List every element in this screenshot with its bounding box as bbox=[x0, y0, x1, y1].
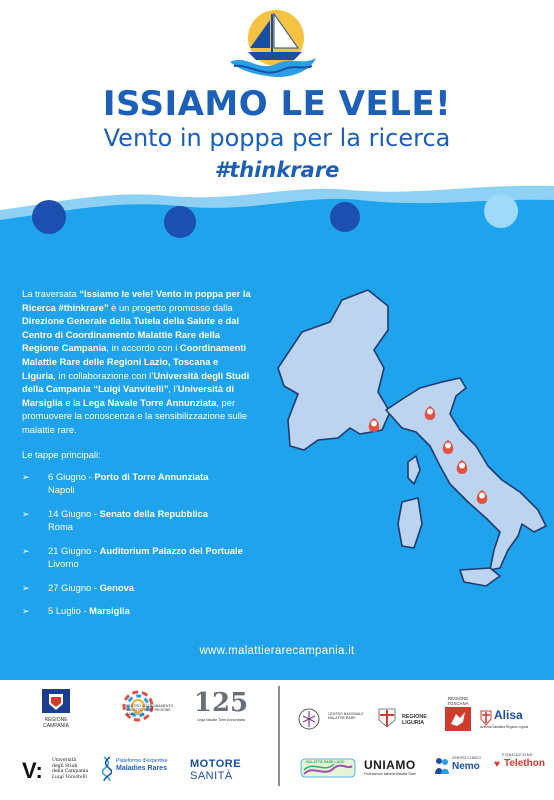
route-map bbox=[264, 270, 554, 600]
intro-paragraph: La traversata “Issiamo le vele! Vento in poppa per la Ricerca #thinkrare” è un progetto promosso dalla Direzione Generale della Tutela della Salute e dal Centro di Coordinamento Malattie Rare della Regione Campania, in accordo con i Coordinamenti Malattie Rare delle Regioni Lazio, Toscana e Liguria, in collaborazione con l’Università degli Studi della Campania “Luigi Vanvitelli”, l’Università di Marsiglia e la Lega Navale Torre Annunziata, per promuovere la conoscenza e la sensibilizzazione sulle malattie rare. bbox=[22, 288, 251, 435]
page-title: ISSIAMO LE VELE! bbox=[102, 84, 452, 124]
heart-icon: ♥ bbox=[494, 759, 500, 770]
dna-icon bbox=[102, 756, 112, 782]
alisa-crest-icon bbox=[480, 710, 492, 726]
website-link[interactable]: www.malattierarecampania.it bbox=[199, 645, 355, 657]
arrow-icon: ➢ bbox=[22, 583, 30, 593]
arrow-icon: ➢ bbox=[22, 606, 30, 616]
sailboat-logo bbox=[224, 8, 320, 82]
map-landmass bbox=[278, 290, 546, 586]
pegasus-flag-icon bbox=[444, 706, 472, 732]
logo-lega-navale: 125 Lega Navale Torre Annunziata bbox=[193, 688, 249, 722]
arrow-icon: ➢ bbox=[22, 546, 30, 556]
people-icon bbox=[434, 756, 450, 776]
logo-centro-coordinamento: CENTRO COORDINAMENTO MALATTIE RARE REGIONE CAMPANIA bbox=[96, 686, 180, 716]
logo-divider bbox=[278, 686, 280, 786]
decor-dot-3 bbox=[330, 202, 360, 232]
hashtag: #thinkrare bbox=[214, 158, 340, 182]
logo-regione-toscana: REGIONE TOSCANA bbox=[440, 696, 476, 734]
coat-of-arms-icon bbox=[41, 688, 71, 714]
arrow-icon: ➢ bbox=[22, 472, 30, 482]
arrow-icon: ➢ bbox=[22, 509, 30, 519]
poster: ISSIAMO LE VELE! Vento in poppa per la ricerca #thinkrare La traversata “Issiamo le vele! Vento in poppa per la Ricerca #thinkrare” è un progetto promosso dalla Direzione Generale della Tutela della Salute e dal Centro di Coordinamento Malattie Rare della Regione Campania, in accordo con i Coordinamenti Malattie Rare delle Regioni Lazio, Toscana e Liguria, in collaborazione con l’Università degli Studi della Campania “Luigi Vanvitelli”, l’Università di Marsiglia e la Lega Navale Torre Annunziata, per promuovere la conoscenza e la sensibilizzazione sulle malattie rare. Le tappe principali: ➢ 6 Giugno - Porto di Torre Annunziata Napoli ➢ 14 Giugno - Senato della Repubblica Roma ➢ 21 Giugno - Auditorium Palazzo del Portuale Livorno ➢ 27 Giugno - Genova ➢ 5 Luglio - Marsiglia www.malattierarecampania.it REGIONE CAMPANIA CENTRO COORDINAMENTO MALATTIE RARE REGIONE CAMPANIA 125 Lega Navale Torre Annunziata V: Università degli Studi della Campania Luigi Vanvitelli Plateforme d'expertise Maladies Rares MOTORE SANITÀ CENTRO NAZIONALE MALATTIE RARE REGIONE LIGURIA REGIONE TOSCANA Alisa Azienda Sanitaria Regione Liguria MALATTIE RARE LAZIO UNIAMO Federazione Italiana Malattie Rare CENTRO CLINICO Nemo FONDAZIONE ♥ Telethon bbox=[0, 0, 554, 800]
liguria-crest-icon bbox=[378, 708, 396, 728]
decor-dot-2 bbox=[164, 206, 196, 238]
logo-motore-sanita: MOTORE SANITÀ bbox=[190, 758, 242, 782]
iss-emblem-icon bbox=[298, 708, 320, 730]
logo-uniamo: UNIAMO Federazione Italiana Malattie Rare bbox=[364, 758, 416, 776]
v-mark-icon: V: bbox=[22, 758, 43, 783]
decor-dot-1 bbox=[32, 200, 66, 234]
decor-dot-4 bbox=[484, 194, 518, 228]
logo-regione-campania: REGIONE CAMPANIA bbox=[36, 688, 76, 729]
logo-malattie-rare-lazio: MALATTIE RARE LAZIO bbox=[300, 756, 356, 780]
logo-telethon: FONDAZIONE ♥ Telethon bbox=[494, 752, 545, 770]
page-subtitle: Vento in poppa per la ricerca bbox=[103, 124, 451, 152]
stages-heading: Le tappe principali: bbox=[22, 449, 101, 460]
